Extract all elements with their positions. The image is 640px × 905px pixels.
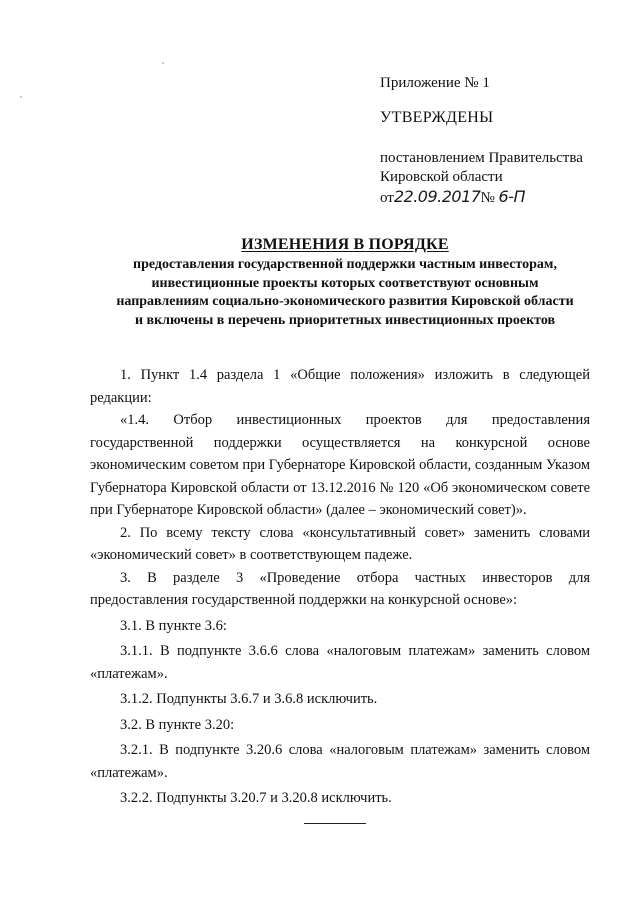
scan-speck	[20, 96, 22, 98]
paragraph-item-3-1: 3.1. В пункте 3.6:	[120, 617, 227, 634]
region-line: Кировской области	[380, 169, 503, 185]
approved-heading: УТВЕРЖДЕНЫ	[380, 109, 494, 126]
paragraph-item-3-1-2: 3.1.2. Подпункты 3.6.7 и 3.6.8 исключить.	[120, 691, 378, 707]
end-divider	[304, 823, 366, 824]
approval-stamp-block	[380, 74, 620, 208]
scan-speck	[162, 62, 164, 64]
appendix-label: Приложение № 1	[380, 75, 490, 91]
handwritten-date: 22.09.2017	[393, 187, 481, 206]
document-subtitle-line: направлениям социально-экономического развития Кировской области	[116, 294, 574, 309]
document-title: ИЗМЕНЕНИЯ В ПОРЯДКЕ	[241, 236, 449, 253]
paragraph-item-1: 1. Пункт 1.4 раздела 1 «Общие положения» изложить в следующей редакции:	[90, 367, 590, 406]
paragraph-item-2: 2. По всему тексту слова «консультативный совет» заменить словами «экономический совет» в соответствующем падеже.	[90, 524, 590, 563]
paragraph-item-3-1-1: 3.1.1. В подпункте 3.6.6 слова «налоговым платежам» заменить словом «платежам».	[90, 643, 590, 682]
paragraph-item-3-2-1: 3.2.1. В подпункте 3.20.6 слова «налоговым платежам» заменить словом «платежам».	[90, 742, 590, 781]
date-prefix: от	[380, 190, 394, 206]
number-mark: №	[480, 190, 495, 206]
paragraph-item-1-4-quote: «1.4. Отбор инвестиционных проектов для предоставления государственной поддержки осуществляется на конкурсной основе экономическим советом при Губернаторе Кировской области, созданным Указом Губернатора Кировской области от 13.12.2016 № 120 «Об экономическом совете при Губернаторе Кировской области» (далее – экономический совет)».	[90, 412, 590, 518]
document-subtitle-line: инвестиционные проекты которых соответствуют основным	[151, 275, 539, 291]
document-subtitle-line: и включены в перечень приоритетных инвестиционных проектов	[134, 312, 556, 328]
paragraph-item-3: 3. В разделе 3 «Проведение отбора частных инвесторов для предоставления государственной поддержки на конкурсной основе»:	[90, 569, 590, 608]
document-title-block	[95, 235, 595, 329]
document-subtitle-line: предоставления государственной поддержки частным инвесторам,	[133, 257, 557, 272]
paragraph-item-3-2-2: 3.2.2. Подпункты 3.20.7 и 3.20.8 исключить.	[120, 790, 392, 806]
date-number-line	[380, 187, 620, 208]
paragraph-item-3-2: 3.2. В пункте 3.20:	[120, 716, 235, 733]
handwritten-number: 6-П	[498, 187, 526, 206]
decree-line: постановлением Правительства	[380, 150, 583, 166]
document-body	[90, 364, 590, 810]
